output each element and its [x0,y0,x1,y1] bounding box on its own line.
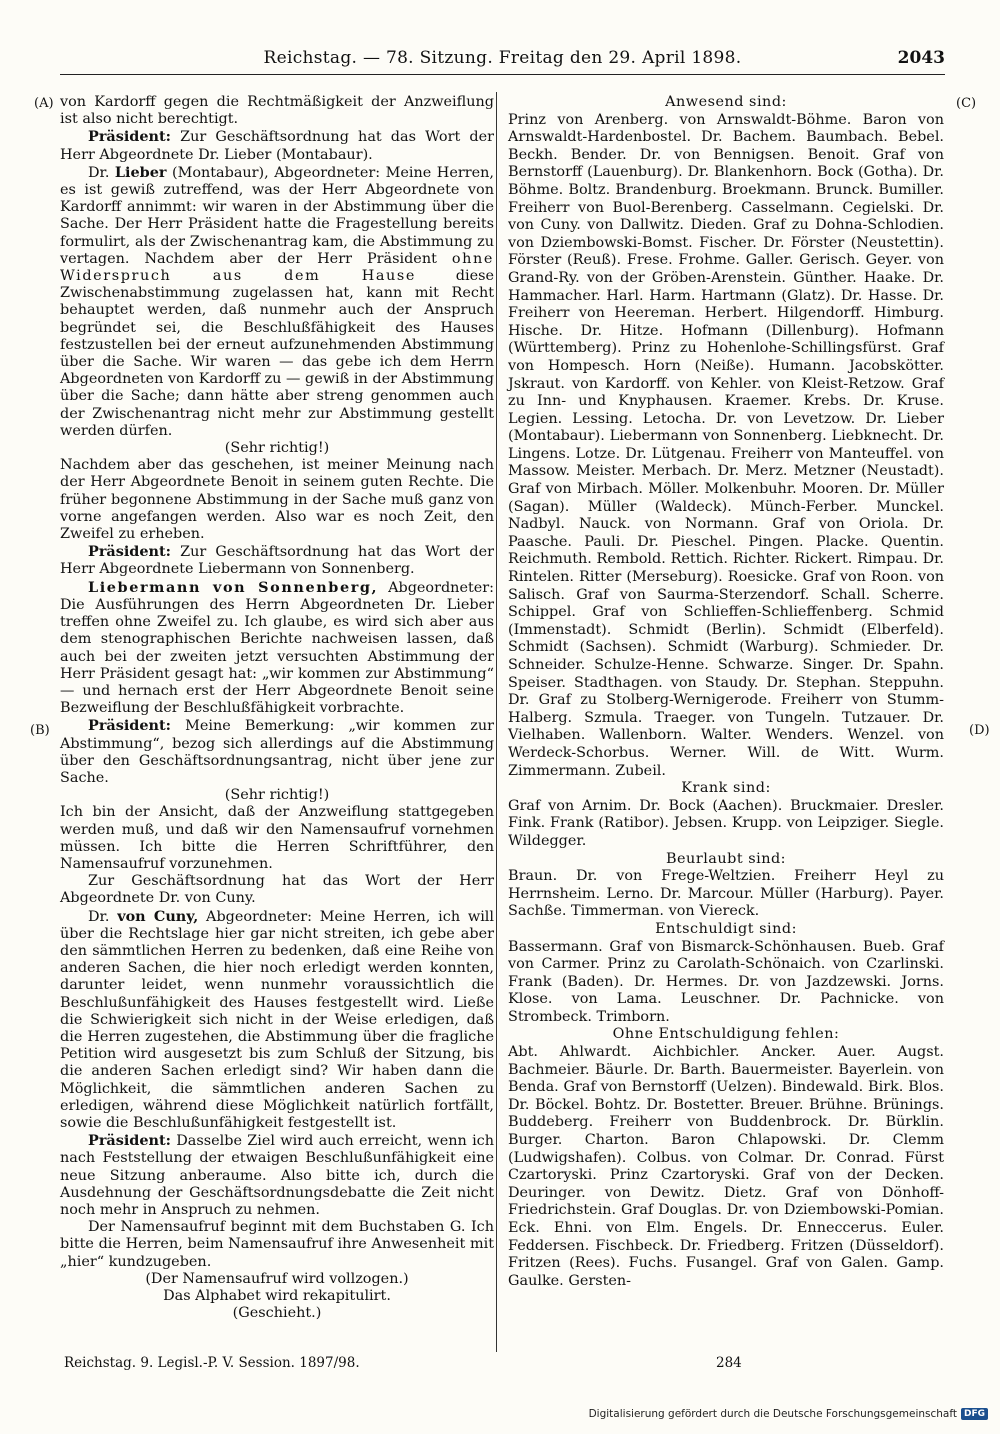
speaker-name: Präsident: [88,717,171,735]
paragraph: Der Namensaufruf beginnt mit dem Buchstaben G. Ich bitte die Herren, beim Namensaufruf ihre Anwesenheit mit „hier“ kundzugeben. [60,1219,494,1270]
name-list: Graf von Arnim. Dr. Bock (Aachen). Bruckmaier. Dresler. Fink. Frank (Ratibor). Jebsen. Krupp. von Leipziger. Siegle. Wildegger. [508,797,944,849]
speaker-name: Präsident: [88,128,171,146]
page-number: 2043 [897,48,945,68]
margin-marker-a: (A) [34,96,54,111]
name-list: Abt. Ahlwardt. Aichbichler. Ancker. Auer. Augst. Bachmeier. Bäurle. Dr. Barth. Bauermeister. Bayerlein. von Benda. Graf von Bernstorff (Uelzen). Bindewald. Birk. Blos. Dr. Böckel. Bohtz. Dr. Bostetter. Breuer. Brühne. Brünings. Buddeberg. Freiherr von Buddenbrock. Dr. Bürklin. Burger. Charton. Baron Chlapowski. Dr. Clemm (Ludwigshafen). Colbus. von Colmar. Dr. Conrad. Fürst Czartoryski. Prinz Czartoryski. Graf von der Decken. Deuringer. von Dewitz. Dietz. Graf von Dönhoff-Friedrichstein. Graf Douglas. Dr. von Dziembowski-Pomian. Eck. Ehni. von Elm. Engels. Dr. Enneccerus. Euler. Feddersen. Fischbeck. Dr. Friedberg. Fritzen (Düsseldorf). Fritzen (Rees). Fuchs. Fusangel. Graf von Galen. Gamp. Gaulke. Gersten- [508,1044,944,1289]
speaker-name: Lieber [114,163,167,181]
name-list: Braun. Dr. von Frege-Weltzien. Freiherr Heyl zu Herrnsheim. Lerno. Dr. Marcour. Müller (Harburg). Payer. Sachße. Timmerman. von Viereck. [508,868,944,920]
paragraph: Präsident: Meine Bemerkung: „wir kommen zur Abstimmung“, bezog sich allerdings auf die Abstimmung über den Geschäftsordnungsantrag, nicht über jene zur Sache. [60,717,494,786]
footer-sheet-number: 284 [716,1355,742,1371]
speaker-name: Präsident: [88,543,171,561]
interjection: (Sehr richtig!) [224,440,330,457]
section-heading: Anwesend sind: [665,94,787,110]
margin-marker-c: (C) [956,96,977,111]
paragraph: Zur Geschäftsordnung hat das Wort der Herr Abgeordnete Dr. von Cuny. [60,873,494,907]
paragraph: Nachdem aber das geschehen, ist meiner Meinung nach der Herr Abgeordnete Benoit in seinem guten Rechte. Die früher begonnene Abstimmung in der Sache muß ganz von vorne angefangen werden. Also war es noch Zeit, den Zweifel zu erheben. [60,457,494,543]
speaker-name: Präsident: [88,1132,171,1150]
page-header [60,44,945,75]
paragraph: Liebermann von Sonnenberg, Abgeordneter: Die Ausführungen des Herrn Abgeordneten Dr. Lieber treffen ohne Zweifel zu. Ich glaube, es wird sich aber aus dem stenographischen Berichte nachweisen lassen, daß auch bei der zweiten jetzt versuchten Abstimmung der Herr Präsident gesagt hat: „wir kommen zur Abstimmung“ — und hernach erst der Herr Abgeordnete Benoit seine Bezweiflung der Beschlußfähigkeit vorbrachte. [60,578,494,717]
name-list: Prinz von Arenberg. von Arnswaldt-Böhme. Baron von Arnswaldt-Hardenbostel. Dr. Bachem. Baumbach. Bebel. Beckh. Bender. Dr. von Bennigsen. Benoit. Graf von Bernstorff (Lauenburg). Dr. Blankenhorn. Bock (Gotha). Dr. Böhme. Boltz. Brandenburg. Broekmann. Brunck. Bumiller. Freiherr von Buol-Berenberg. Casselmann. Cegielski. Dr. von Cuny. von Dallwitz. Dieden. Graf zu Dohna-Schlodien. von Dziembowski-Bomst. Fischer. Dr. Förster (Neustettin). Förster (Reuß). Frese. Frohme. Galler. Gerisch. Geyer. von Grand-Ry. von der Gröben-Arenstein. Günther. Haake. Dr. Hammacher. Harl. Harm. Hartmann (Glatz). Dr. Hasse. Dr. Freiherr von Heereman. Herbert. Hilgendorff. Himburg. Hische. Dr. Hitze. Hofmann (Dillenburg). Hofmann (Württemberg). Prinz zu Hohenlohe-Schillingsfürst. Graf von Hompesch. Horn (Neiße). Humann. Jacobskötter. Jskraut. von Kardorff. von Kehler. von Kleist-Retzow. Graf zu Inn- und Knyphausen. Kraemer. Krebs. Dr. Kruse. Legien. Lessing. Letocha. Dr. von Levetzow. Dr. Lieber (Montabaur). Liebermann von Sonnenberg. Liebknecht. Dr. Lingens. Lotze. Dr. Lütgenau. Freiherr von Manteuffel. von Massow. Meister. Merbach. Dr. Merz. Metzner (Neustadt). Graf von Mirbach. Möller. Molkenbuhr. Mooren. Dr. Müller (Sagan). Müller (Waldeck). Münch-Ferber. Munckel. Nadbyl. Nauck. von Normann. Graf von Oriola. Dr. Paasche. Pauli. Dr. Pieschel. Pingen. Placke. Quentin. Reichmuth. Rembold. Rettich. Richter. Rickert. Rimpau. Dr. Rintelen. Ritter (Merseburg). Roesicke. Graf von Roon. von Salisch. Graf von Saurma-Sterzendorf. Schall. Scherre. Schippel. Graf von Schlieffen-Schlieffenberg. Schmid (Immenstadt). Schmidt (Berlin). Schmidt (Elberfeld). Schmidt (Sachsen). Schmidt (Warburg). Schmieder. Dr. Schneider. Schulze-Henne. Schwarze. Singer. Dr. Spahn. Speiser. Stadthagen. von Staudy. Dr. Stephan. Steppuhn. Dr. Graf zu Stolberg-Wernigerode. Freiherr von Stumm-Halberg. Szmula. Traeger. von Tungeln. Tutzauer. Dr. Vielhaben. Wallenborn. Walter. Wenders. Wenzel. von Werdeck-Schorbus. Werner. Will. de Witt. Wurm. Zimmermann. Zubeil. [508,111,944,779]
dfg-logo: DFG [961,1408,988,1420]
section-heading: Krank sind: [681,780,771,797]
section-heading: Entschuldigt sind: [655,920,797,937]
speaker-name: Liebermann von Sonnenberg, [88,578,379,596]
paragraph: von Kardorff gegen die Rechtmäßigkeit der Anzweiflung ist also nicht berechtigt. [60,94,494,128]
margin-marker-d: (D) [969,723,990,738]
left-column [60,94,494,1322]
interjection: (Sehr richtig!) [224,787,330,804]
paragraph: Ich bin der Ansicht, daß der Anzweiflung stattgegeben werden muß, und daß wir den Namensaufruf vornehmen müssen. Ich bitte die Herren Schriftführer, den Namensaufruf vorzunehmen. [60,804,494,872]
emphasis-spaced: ohne Widerspruch aus dem Hause [60,250,494,285]
paragraph: Dr. Lieber (Montabaur), Abgeordneter: Meine Herren, es ist gewiß zutreffend, was der Herr Abgeordnete von Kardorff annimmt: wir waren in der Abstimmung über die Sache. Der Herr Präsident hatte die Fragestellung bereits formulirt, als der Zwischenantrag kam, die Abstimmung zu vertagen. Nachdem aber der Herr Präsident ohne Widerspruch aus dem Hause diese Zwischenabstimmung zugelassen hat, kann mit Recht behauptet werden, daß nunmehr auch der Anspruch begründet sei, die Beschlußfähigkeit des Hauses festzustellen bei der erneut aufzunehmenden Abstimmung über die Sache. Wir waren — das gebe ich dem Herrn Abgeordneten von Kardorff zu — gewiß in der Abstimmung über die Sache; dann hätte aber streng genommen auch der Zwischenantrag nicht mehr zur Abstimmung gestellt werden dürfen. [60,163,494,439]
stage-direction: (Der Namensaufruf wird vollzogen.) [145,1270,409,1287]
running-title: Reichstag. — 78. Sitzung. Freitag den 29. April 1898. [263,48,742,68]
paragraph: Das Alphabet wird rekapitulirt. [163,1288,391,1305]
paragraph: Präsident: Dasselbe Ziel wird auch erreicht, wenn ich nach Feststellung der etwaigen Beschlußunfähigkeit eine neue Sitzung anberaume. Also bitte ich, durch die Ausdehnung der Geschäftsordnungsdebatte die Zeit nicht noch mehr in Anspruch zu nehmen. [60,1132,494,1218]
name-list: Bassermann. Graf von Bismarck-Schönhausen. Bueb. Graf von Carmer. Prinz zu Carolath-Schönaich. von Czarlinski. Frank (Baden). Dr. Hermes. Dr. von Jazdzewski. Jorns. Klose. von Lama. Leuschner. Dr. Pachnicke. von Strombeck. Trimborn. [508,938,944,1025]
speaker-name: von Cuny, [117,907,199,925]
column-divider [496,92,497,1352]
margin-marker-b: (B) [30,723,50,738]
section-heading: Beurlaubt sind: [665,850,787,867]
paragraph: Dr. von Cuny, Abgeordneter: Meine Herren, ich will über die Rechtslage hier gar nicht streiten, ich gebe aber den sämmtlichen Herren zu bedenken, daß eine Reihe von anderen Sachen, die hier noch erledigt werden konnten, darunter leidet, wenn nunmehr voraussichtlich die Beschlußunfähigkeit des Hauses festgestellt wird. Ließe die Schwierigkeit sich nicht in der Weise erledigen, daß die Herren zugestehen, die Abstimmung über die fragliche Petition wird ausgesetzt bis zum Schluß der Sitzung, bis die anderen Sachen erledigt sind? Wir haben dann die Möglichkeit, die sämmtlichen anderen Sachen zu erledigen, während diese Möglichkeit natürlich fortfällt, sowie die Beschlußunfähigkeit festgestellt ist. [60,907,495,1131]
right-column [508,94,944,1290]
footer-session: Reichstag. 9. Legisl.-P. V. Session. 1897/98. [64,1355,360,1371]
paragraph: Präsident: Zur Geschäftsordnung hat das Wort der Herr Abgeordnete Dr. Lieber (Montabaur). [60,128,494,163]
stage-direction: (Geschieht.) [232,1305,322,1322]
section-heading: Ohne Entschuldigung fehlen: [612,1026,840,1043]
digitization-note [589,1408,988,1420]
paragraph: Präsident: Zur Geschäftsordnung hat das Wort der Herr Abgeordnete Liebermann von Sonnenberg. [60,543,494,578]
digitization-text: Digitalisierung gefördert durch die Deutsche Forschungsgemeinschaft [588,1408,957,1420]
